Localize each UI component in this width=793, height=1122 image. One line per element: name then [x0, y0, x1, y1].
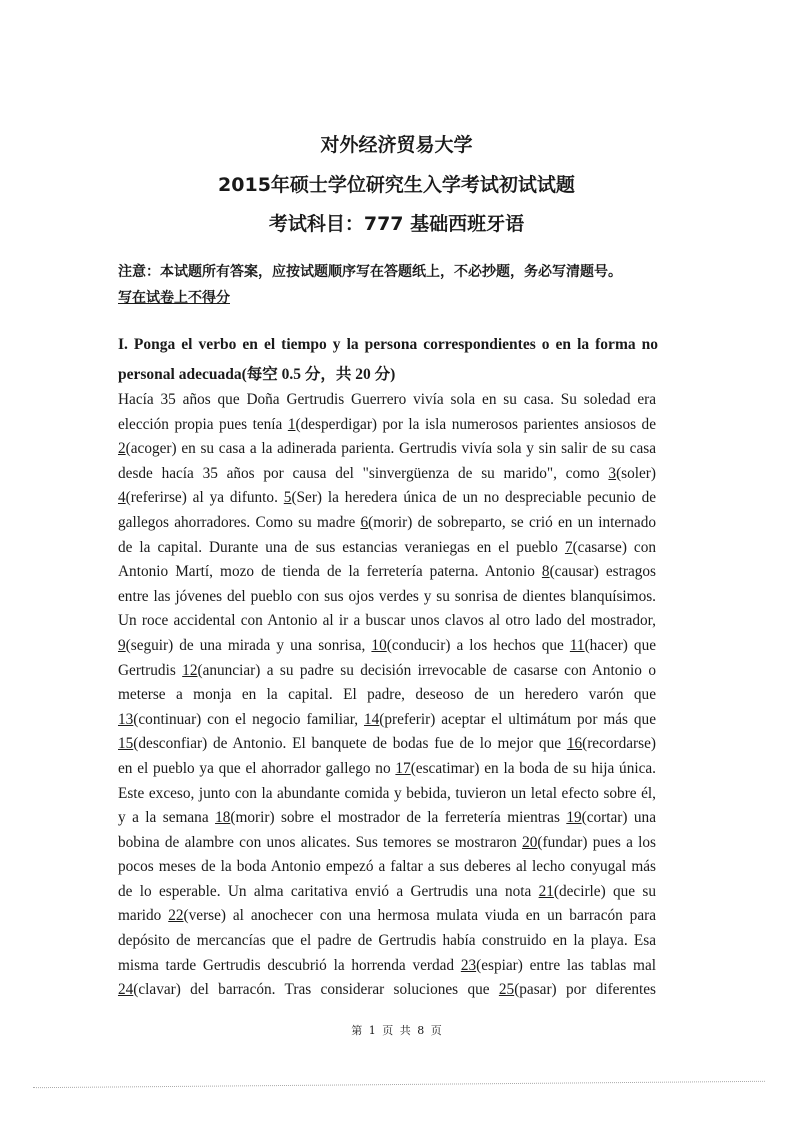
- passage-text: en el pueblo ya que el ahorrador gallego no: [118, 759, 396, 777]
- passage-line: [118, 904, 656, 929]
- passage-text: (clavar) del barracón. Tras considerar soluciones que: [133, 981, 499, 999]
- passage-line: [118, 585, 656, 610]
- blank-number: 24: [118, 981, 134, 999]
- passage-line: [118, 954, 656, 979]
- passage-line: [118, 855, 656, 880]
- notice-underlined: 写在试卷上不得分: [118, 290, 230, 306]
- passage-text: (escatimar) en la boda de su hija única.: [410, 759, 657, 777]
- blank-number: 20: [522, 833, 538, 851]
- passage-line: [118, 413, 656, 438]
- passage-line: [118, 659, 656, 684]
- passage-text: (causar) estragos: [549, 563, 656, 581]
- passage-text: (soler): [616, 464, 656, 482]
- blank-number: 11: [569, 636, 585, 654]
- passage-text: (acoger) en su casa a la adinerada parienta. Gertrudis vivía sola y sin salir de su casa: [125, 440, 656, 458]
- passage-line: [118, 831, 656, 856]
- blank-number: 5: [283, 489, 292, 507]
- blank-number: 23: [460, 956, 477, 974]
- blank-number: 8: [541, 563, 550, 581]
- passage-text: (conducir) a los hechos que: [386, 636, 570, 654]
- passage-text: (anunciar) a su padre su decisión irrevocable de casarse con Antonio o: [197, 661, 656, 679]
- scan-edge-line: [33, 1081, 765, 1088]
- passage-line: [118, 683, 656, 708]
- passage-text: y a la semana: [118, 809, 216, 827]
- blank-number: 16: [566, 735, 583, 753]
- passage-text: Gertrudis: [118, 661, 183, 679]
- passage-text: (pasar) por diferentes: [514, 981, 656, 999]
- blank-number: 18: [215, 809, 231, 827]
- passage-text: (referirse) al ya difunto.: [125, 489, 284, 507]
- passage-line: [118, 880, 656, 905]
- passage-line: [118, 757, 656, 782]
- blank-number: 14: [363, 710, 380, 728]
- passage-text: meterse a monja en la capital. El padre, deseoso de un heredero varón que: [118, 686, 656, 704]
- section-title: I. Ponga el verbo en el tiempo y la persona correspondientes o en la forma no personal adecuada(每空 0.5 分，共 20 分): [118, 336, 658, 383]
- passage-text: de la capital. Durante una de sus estancias veraniegas en el pueblo: [118, 538, 565, 556]
- passage-text: (morir) de sobreparto, se crió en un internado: [368, 513, 657, 531]
- passage-line: [118, 462, 656, 487]
- passage-text: Un roce accidental con Antonio al ir a buscar unos clavos al otro lado del mostrador,: [118, 612, 656, 630]
- blank-number: 15: [118, 735, 134, 753]
- passage-text: gallegos ahorradores. Como su madre: [118, 513, 361, 531]
- exam-title: 2015年硕士学位研究生入学考试初试试题: [218, 174, 575, 196]
- blank-number: 12: [182, 661, 198, 679]
- notice-text: 注意：本试题所有答案，应按试题顺序写在答题纸上，不必抄题，务必写清题号。: [118, 264, 622, 280]
- passage-text: (espiar) entre las tablas mal: [476, 956, 656, 974]
- passage-text: (cortar) una: [581, 809, 656, 827]
- blank-number: 22: [168, 907, 184, 925]
- blank-number: 9: [118, 636, 126, 654]
- passage-text: (preferir) aceptar el ultimátum por más que: [379, 710, 656, 728]
- passage-text: marido: [118, 907, 169, 925]
- passage-line: [118, 708, 656, 733]
- university-name: 对外经济贸易大学: [320, 134, 473, 156]
- blank-number: 3: [608, 464, 617, 482]
- passage-text: elección propia pues tenía: [118, 415, 288, 433]
- passage-text: (hacer) que: [584, 636, 657, 654]
- passage-text: (verse) al anochecer con una hermosa mulata viuda en un barracón para: [183, 907, 657, 925]
- blank-number: 4: [118, 489, 126, 507]
- passage-text: Este exceso, junto con la abundante comida y bebida, tuvieron un letal efecto sobre él,: [118, 784, 656, 802]
- exercise-passage: [118, 388, 656, 1003]
- passage-text: (seguir) de una mirada y una sonrisa,: [125, 636, 372, 654]
- blank-number: 21: [538, 882, 554, 900]
- passage-line: [118, 609, 656, 634]
- passage-text: misma tarde Gertrudis descubrió la horrenda verdad: [118, 956, 461, 974]
- passage-line: [118, 634, 656, 659]
- passage-line: [118, 806, 656, 831]
- exam-notice: [118, 259, 663, 311]
- exam-subject: 考试科目：777 基础西班牙语: [268, 213, 525, 235]
- passage-line: [118, 486, 656, 511]
- blank-number: 7: [564, 538, 573, 556]
- passage-text: de lo esperable. Un alma caritativa envió a Gertrudis una nota: [118, 882, 539, 900]
- passage-text: (recordarse): [582, 735, 656, 753]
- passage-text: Antonio Martí, mozo de tienda de la ferretería paterna. Antonio: [118, 563, 542, 581]
- passage-text: (desconfiar) de Antonio. El banquete de bodas fue de lo mejor que: [133, 735, 567, 753]
- passage-text: (casarse) con: [572, 538, 656, 556]
- passage-text: Hacía 35 años que Doña Gertrudis Guerrero vivía sola en su casa. Su soledad era: [118, 391, 656, 408]
- blank-number: 2: [118, 440, 126, 458]
- passage-line: [118, 560, 656, 585]
- passage-text: (Ser) la heredera única de un no despreciable pecunio de: [291, 489, 657, 507]
- passage-text: bobina de alambre con unos alicates. Sus temores se mostraron: [118, 833, 523, 851]
- blank-number: 6: [360, 513, 369, 531]
- passage-text: pocos meses de la boda Antonio empezó a faltar a sus deberes al lecho conyugal más: [118, 858, 656, 876]
- blank-number: 13: [118, 710, 134, 728]
- blank-number: 17: [395, 759, 411, 777]
- blank-number: 1: [287, 415, 296, 433]
- passage-text: entre las jóvenes del pueblo con sus ojos verdes y su sonrisa de dientes blanquísimos.: [118, 587, 656, 605]
- passage-text: desde hacía 35 años por causa del "sinvergüenza de su marido", como: [118, 464, 609, 482]
- passage-text: depósito de mercancías que el padre de Gertrudis había construido en la playa. Esa: [118, 932, 656, 950]
- passage-line: [118, 511, 656, 536]
- passage-text: (continuar) con el negocio familiar,: [133, 710, 364, 728]
- page-number: 第 1 页 共 8 页: [351, 1024, 442, 1037]
- passage-line: [118, 929, 656, 954]
- passage-line: [118, 388, 656, 413]
- passage-text: (decirle) que su: [553, 882, 656, 900]
- passage-line: [118, 536, 656, 561]
- passage-line: [118, 978, 656, 1003]
- passage-text: (desperdigar) por la isla numerosos parientes ansiosos de: [295, 415, 656, 433]
- passage-text: (morir) sobre el mostrador de la ferretería mientras: [230, 809, 567, 827]
- passage-line: [118, 732, 656, 757]
- blank-number: 10: [371, 636, 387, 654]
- blank-number: 19: [566, 809, 582, 827]
- passage-line: [118, 437, 656, 462]
- passage-line: [118, 782, 656, 807]
- blank-number: 25: [498, 981, 515, 999]
- passage-text: (fundar) pues a los: [537, 833, 656, 851]
